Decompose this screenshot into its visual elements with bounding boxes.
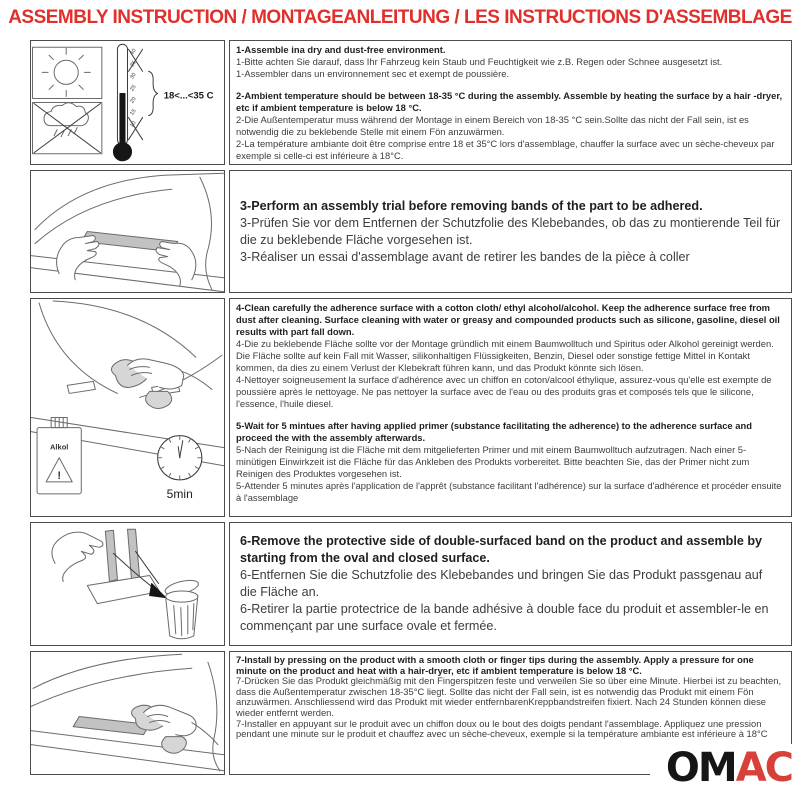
press-trim-illustration bbox=[31, 652, 224, 774]
instruction-paragraph: 5-Wait for 5 mintues after having applied primer (substance facilitating the adherence) to the adherence surface and proceed the with the assembly afterwards. bbox=[236, 420, 752, 443]
svg-text:30: 30 bbox=[129, 72, 138, 81]
thermometer-icon bbox=[113, 44, 213, 161]
instruction-paragraph: 6-Remove the protective side of double-surfaced band on the product and assemble by starting from the oval and closed surface. bbox=[240, 534, 763, 565]
illustration-environment-temperature bbox=[30, 40, 225, 165]
instruction-paragraph: 2-Die Außentemperatur muss während der Montage in einem Bereich von 18-35 °C sein.Sollte das nicht der Fall sein, ist es notwendig die zu beklebende Stelle mit einem Fön anzuwärmen. bbox=[236, 114, 749, 137]
omac-logo bbox=[650, 744, 794, 794]
right-hand bbox=[156, 242, 196, 286]
apply-trim-illustration bbox=[31, 171, 224, 292]
instruction-paragraph: 2-La température ambiante doit être comprise entre 18 et 35°C lors d'assemblage, chauffer la surface avec un sèche-cheveux par exemple si celle-ci est inférieure à 18°C. bbox=[236, 138, 775, 161]
instruction-paragraph: 3-Prüfen Sie vor dem Entfernen der Schutzfolie des Klebebandes, ob das zu montierende Teil für die zu beklebende Fläche vorgesehen ist. bbox=[240, 215, 781, 247]
svg-text:35: 35 bbox=[129, 59, 138, 69]
instructions-step-4-5 bbox=[229, 298, 792, 517]
instruction-paragraph: 1-Bitte achten Sie darauf, dass Ihr Fahrzeug kein Staub und Feuchtigkeit wie z.B. Regen oder Schnee ausgesetzt ist. bbox=[236, 56, 723, 67]
warning-exclamation: ! bbox=[57, 469, 62, 482]
peeling-hand bbox=[52, 532, 103, 581]
instruction-paragraph: 7-Install by pressing on the product with a smooth cloth or finger tips during the assembly. Apply a pressure for one minute on the product and heat with a hair-dryer, etc if ambient temperature is below 18 °C. bbox=[236, 654, 754, 676]
clock-5min-icon bbox=[158, 436, 202, 501]
instruction-table bbox=[30, 40, 792, 775]
illustration-press-install bbox=[30, 651, 225, 775]
instruction-paragraph: 3-Perform an assembly trial before removing bands of the part to be adhered. bbox=[240, 198, 703, 213]
instruction-paragraph: 1-Assemble ina dry and dust-free environment. bbox=[236, 44, 446, 55]
temperature-range-label: 18<...<35 C bbox=[163, 90, 214, 102]
omac-logo-black-part: OM bbox=[665, 745, 736, 791]
wait-time-label: 5min bbox=[166, 486, 193, 501]
instruction-paragraph: 7-Installer en appuyant sur le produit avec un chiffon doux ou le bout des doigts pendant l'assemblage. Appliquez une pression pendant une minute sur le produit et chauffez avec un sèche-cheveux, exemple si la température ambiante est inférieure à 18°C bbox=[236, 717, 768, 740]
instructions-step-1-2 bbox=[229, 40, 792, 165]
svg-text:20: 20 bbox=[129, 96, 138, 105]
instruction-paragraph: 4-Nettoyer soigneusement la surface d'adhérence avec un chiffon en coton/alcool éthylique, assurez-vous qu'elle est exempte de poussière après le nettoyage. Ne pas nettoyer la surface avec de l'eau ou des produits gras et composés tels que le silicone, l'essence, l'huile diesel. bbox=[236, 374, 772, 409]
omac-logo-red-part: AC bbox=[735, 745, 792, 791]
environment-illustration bbox=[31, 41, 224, 164]
instruction-paragraph: 2-Ambient temperature should be between 18-35 °C during the assembly. Assemble by heating the surface by a hair -dryer, etc if ambient temperature is below 18 °C. bbox=[236, 90, 783, 113]
illustration-assembly-trial bbox=[30, 170, 225, 293]
illustration-remove-band bbox=[30, 522, 225, 646]
instruction-paragraph: 6-Entfernen Sie die Schutzfolie des Klebebandes und bringen Sie das Produkt passgenau auf die Fläche an. bbox=[240, 568, 763, 599]
instructions-step-6 bbox=[229, 522, 792, 646]
instruction-paragraph: 5-Nach der Reinigung ist die Fläche mit dem mitgelieferten Primer und mit einem Baumwolltuch aufzutragen. Nach einer 5-minütigen Einwirkzeit ist die Fläche für das Ankleben des Produkts vorbereitet. Bitte beachten Sie, das der Primer nicht zum Reinigen des Produktes vorgesehen ist. bbox=[236, 444, 750, 479]
instruction-paragraph: 5-Attender 5 minutes après l'application de l'apprêt (substance facilitant l'adhérence) sur la surface d'adhérence et procéder ensuite à l'assemblage bbox=[236, 480, 782, 503]
instruction-paragraph: 7-Drücken Sie das Produkt gleichmäßig mit den Fingerspitzen feste und verweilen Sie so über eine Minute. Hierbei ist zu beachten, dass die Außentemperatur zwischen 18-35°C liegt. Sollte das nicht der Fall sein, ist es notwendig das Produkt mit einem Fön anzuwärmen. Anschliessend wird das Produkt mit wieder entfernbarenKreppbandstreifen fixiert. Nach 24 Stunden können diese wieder entfernt werden. bbox=[236, 675, 782, 718]
trash-can-icon bbox=[164, 578, 200, 639]
instruction-paragraph: 1-Assembler dans un environnement sec et exempt de poussière. bbox=[236, 68, 510, 79]
svg-text:10: 10 bbox=[129, 120, 138, 129]
svg-text:40: 40 bbox=[129, 47, 138, 57]
instruction-paragraph: 4-Die zu beklebende Fläche sollte vor der Montage gründlich mit einem Baumwolltuch und Spiritus oder Alkohol gereinigt werden. Die Fläche sollte auf kein Fall mit Wasser, silikonhaltigen Flüssigkeiten, Benzin, Diesel oder sonstige fettige Mittel in Kontakt kommen, da dies zu einem Verlust der Klebekraft führen kann, und das Produkt könnte sich lösen. bbox=[236, 338, 774, 373]
alcohol-bottle-icon bbox=[37, 418, 81, 494]
instruction-paragraph: 3-Réaliser un essai d'assemblage avant de retirer les bandes de la pièce à coller bbox=[240, 249, 690, 264]
instructions-step-3 bbox=[229, 170, 792, 293]
alcohol-label: Alkol bbox=[49, 442, 69, 452]
svg-text:25: 25 bbox=[129, 84, 138, 93]
instruction-paragraph: 4-Clean carefully the adherence surface with a cotton cloth/ ethyl alcohol/alcohol. Keep the adherence surface free from dust after cleaning. Surface cleaning with water or greasy and compounded products such as silicone, gasoline, diesel oil results with part fall down. bbox=[236, 302, 780, 337]
discard-strips-illustration bbox=[31, 523, 224, 645]
instruction-paragraph: 6-Retirer la partie protectrice de la bande adhésive à double face du produit et assembler-le en commençant par une surface ovale et fermée. bbox=[240, 602, 769, 633]
clean-surface-illustration bbox=[31, 299, 224, 516]
svg-text:15: 15 bbox=[129, 108, 138, 117]
sun-icon bbox=[33, 47, 102, 98]
no-rain-icon bbox=[33, 103, 102, 154]
illustration-clean-surface bbox=[30, 298, 225, 517]
page-title: ASSEMBLY INSTRUCTION / MONTAGEANLEITUNG / LES INSTRUCTIONS D'ASSEMBLAGE bbox=[8, 7, 792, 28]
